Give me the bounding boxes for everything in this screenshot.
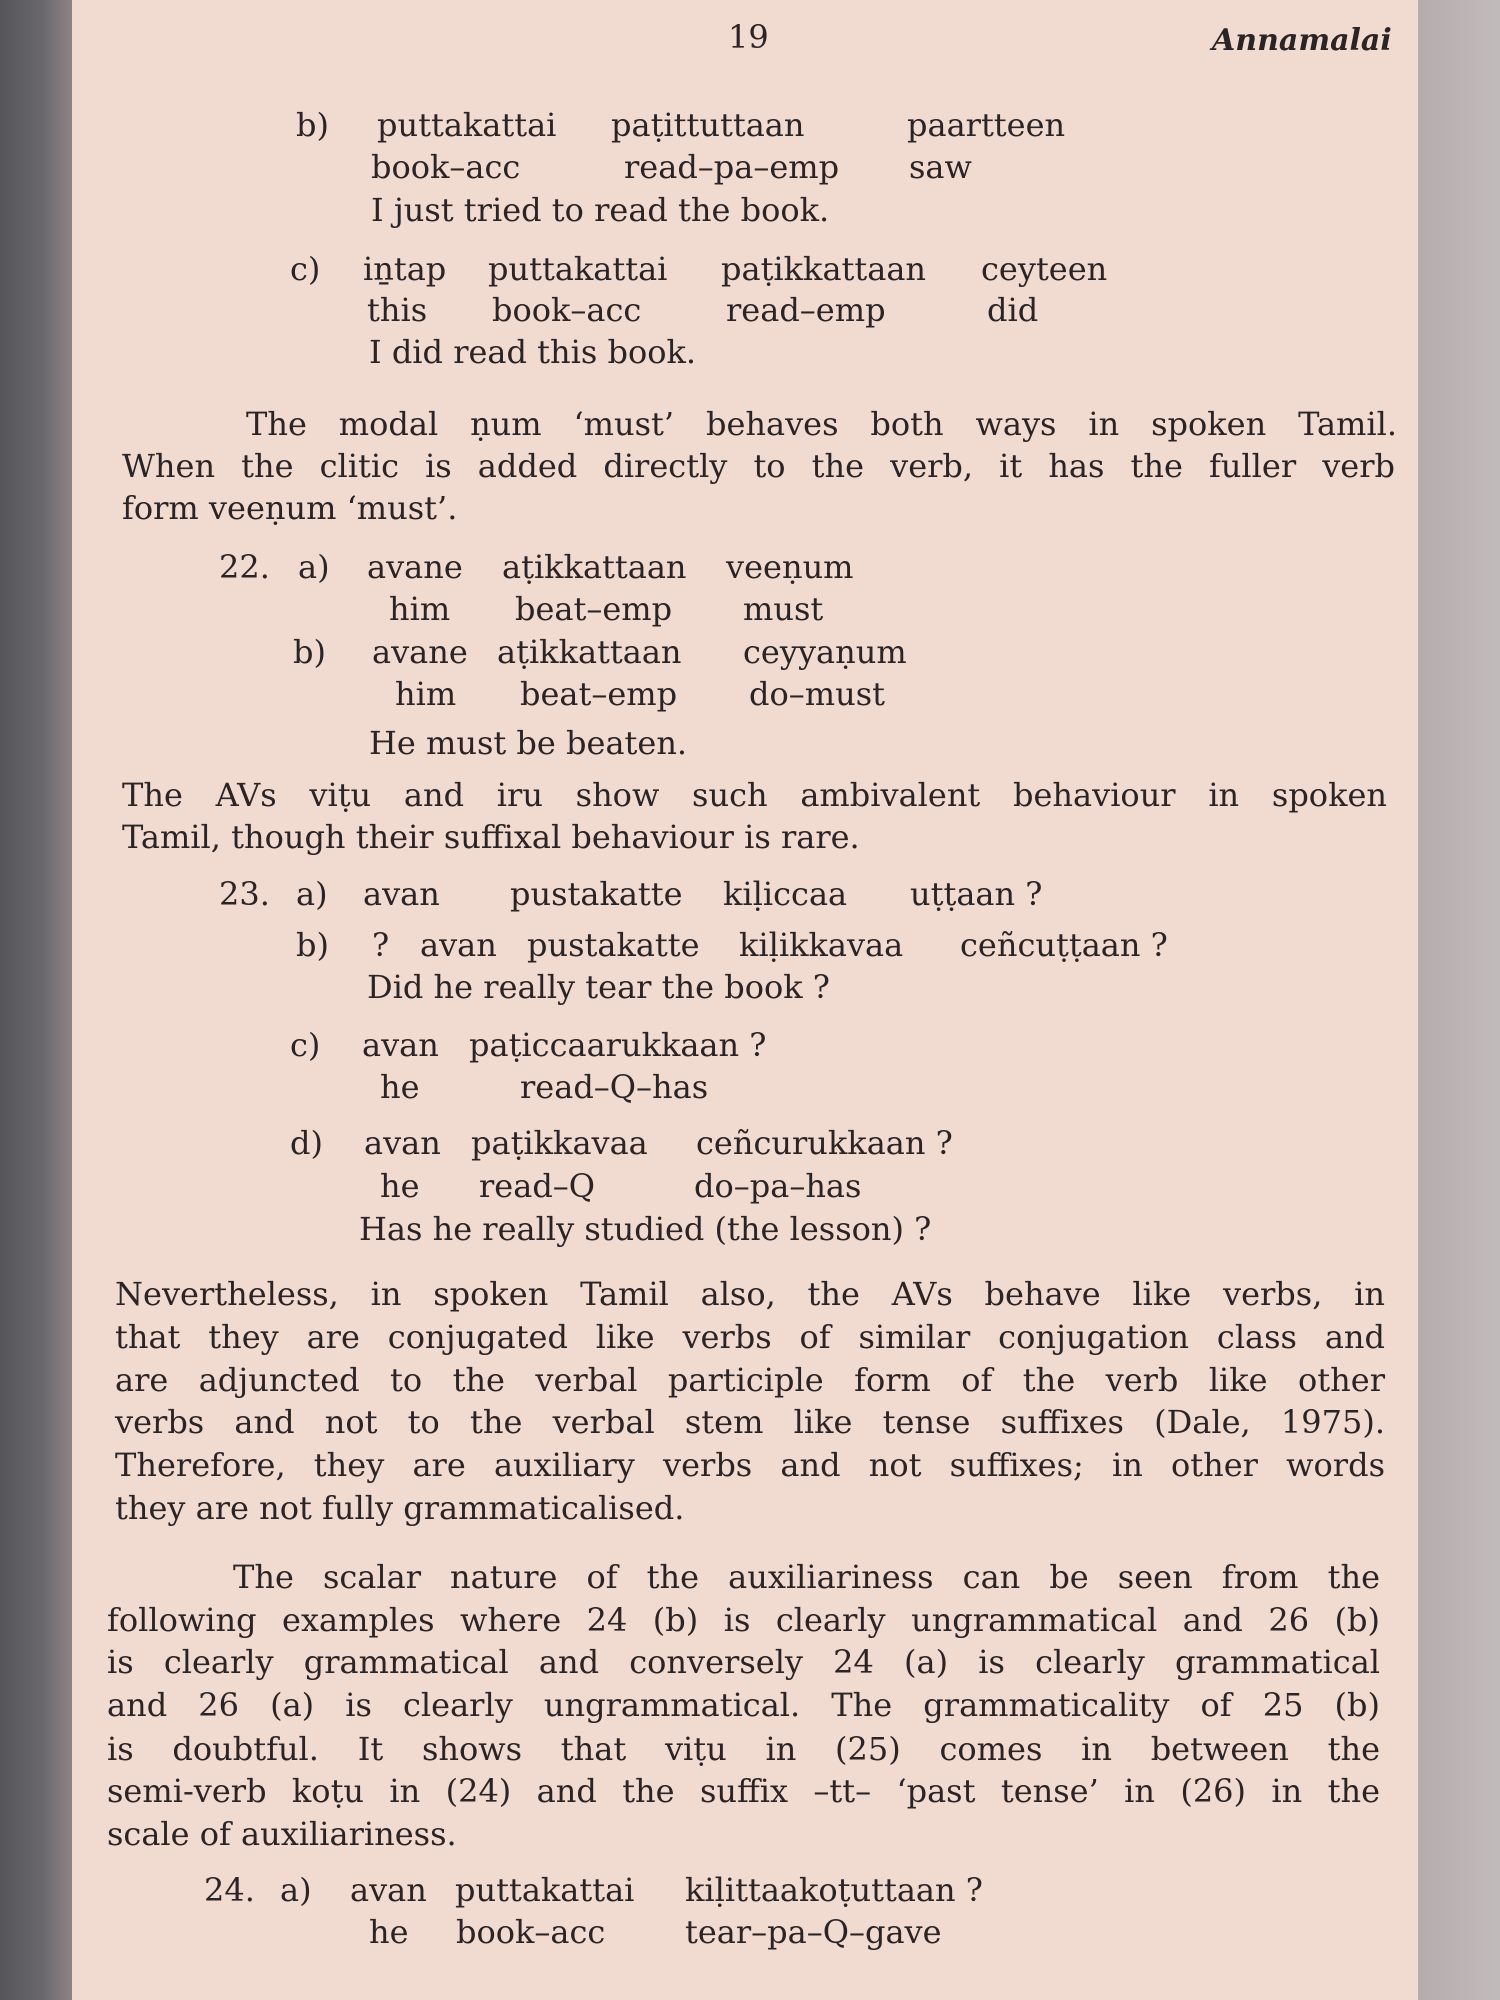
object-word: avan bbox=[363, 875, 440, 913]
gloss-word: he bbox=[380, 1068, 420, 1106]
paragraph-line: that they are conjugated like verbs of similar conjugation class and bbox=[115, 1318, 1385, 1356]
object-word: uṭṭaan ? bbox=[910, 875, 1043, 913]
gloss-word: read–emp bbox=[726, 291, 886, 329]
grammaticality-mark: ? bbox=[372, 926, 390, 964]
object-word: kiḷiccaa bbox=[723, 875, 848, 913]
gloss-word: read–pa–emp bbox=[624, 148, 840, 186]
gloss-word: must bbox=[743, 590, 824, 628]
paragraph-line: Tamil, though their suffixal behaviour is rare. bbox=[122, 818, 860, 856]
object-word: aṭikkattaan bbox=[497, 633, 682, 671]
paragraph-line: The modal ṇum ‘must’ behaves both ways in spoken Tamil. bbox=[246, 405, 1397, 443]
object-word: iṉtap bbox=[363, 250, 447, 288]
example-label: a) bbox=[296, 875, 328, 913]
scan-border-left bbox=[0, 0, 72, 2000]
paragraph-line: The AVs viṭu and iru show such ambivalent behaviour in spoken bbox=[122, 776, 1387, 814]
free-translation: I did read this book. bbox=[369, 333, 697, 371]
gloss-word: he bbox=[369, 1913, 409, 1951]
gloss-word: tear–pa–Q–gave bbox=[685, 1913, 942, 1951]
paragraph-line: When the clitic is added directly to the verb, it has the fuller verb bbox=[122, 447, 1395, 485]
gloss-word: he bbox=[380, 1167, 420, 1205]
example-number: 24. bbox=[204, 1871, 255, 1909]
running-head: Annamalai bbox=[1212, 23, 1392, 58]
paragraph-line: Therefore, they are auxiliary verbs and not suffixes; in other words bbox=[115, 1446, 1385, 1484]
example-number: 22. bbox=[219, 548, 270, 586]
object-word: paṭiccaarukkaan ? bbox=[469, 1026, 767, 1064]
free-translation: I just tried to read the book. bbox=[371, 191, 830, 229]
object-word: avan bbox=[350, 1871, 427, 1909]
paragraph-line: is doubtful. It shows that viṭu in (25) comes in between the bbox=[107, 1730, 1380, 1768]
gloss-word: him bbox=[395, 675, 457, 713]
gloss-word: book–acc bbox=[371, 148, 521, 186]
gloss-word: book–acc bbox=[492, 291, 642, 329]
gloss-word: do–must bbox=[749, 675, 885, 713]
paragraph-line: they are not fully grammaticalised. bbox=[115, 1489, 685, 1527]
object-word: avan bbox=[420, 926, 497, 964]
paragraph-line: The scalar nature of the auxiliariness can be seen from the bbox=[233, 1558, 1380, 1596]
object-word: puttakattai bbox=[455, 1871, 635, 1909]
gloss-word: this bbox=[367, 291, 428, 329]
scan-border-right bbox=[1418, 0, 1500, 2000]
object-word: kiḷittaakoṭuttaan ? bbox=[685, 1871, 983, 1909]
gloss-word: read–Q bbox=[479, 1167, 596, 1205]
gloss-word: him bbox=[389, 590, 451, 628]
gloss-word: do–pa–has bbox=[694, 1167, 862, 1205]
object-word: ceyteen bbox=[981, 250, 1108, 288]
object-word: kiḷikkavaa bbox=[739, 926, 904, 964]
paragraph-line: and 26 (a) is clearly ungrammatical. The grammaticality of 25 (b) bbox=[107, 1686, 1380, 1724]
object-word: avan bbox=[362, 1026, 439, 1064]
paragraph-line: semi-verb koṭu in (24) and the suffix –tt– ‘past tense’ in (26) in the bbox=[107, 1772, 1380, 1810]
free-translation: Has he really studied (the lesson) ? bbox=[359, 1210, 932, 1248]
gloss-word: beat–emp bbox=[515, 590, 673, 628]
object-word: ceñcurukkaan ? bbox=[696, 1124, 953, 1162]
free-translation: Did he really tear the book ? bbox=[367, 968, 830, 1006]
example-label: a) bbox=[280, 1871, 312, 1909]
paragraph-line: scale of auxiliariness. bbox=[107, 1815, 457, 1853]
object-word: ceñcuṭṭaan ? bbox=[960, 926, 1168, 964]
example-label: a) bbox=[298, 548, 330, 586]
object-word: aṭikkattaan bbox=[502, 548, 687, 586]
example-label: d) bbox=[290, 1124, 323, 1162]
example-label: b) bbox=[296, 926, 329, 964]
object-word: avane bbox=[367, 548, 463, 586]
example-label: c) bbox=[290, 1026, 321, 1064]
paragraph-line: Nevertheless, in spoken Tamil also, the AVs behave like verbs, in bbox=[115, 1275, 1385, 1313]
paragraph-line: are adjuncted to the verbal participle form of the verb like other bbox=[115, 1361, 1385, 1399]
example-label: b) bbox=[296, 106, 329, 144]
object-word: veeṇum bbox=[726, 548, 854, 586]
object-word: paṭittuttaan bbox=[611, 106, 805, 144]
page-number: 19 bbox=[728, 18, 769, 56]
object-word: paartteen bbox=[907, 106, 1066, 144]
paragraph-line: form veeṇum ‘must’. bbox=[122, 489, 458, 527]
object-word: paṭikkavaa bbox=[471, 1124, 648, 1162]
paragraph-line: verbs and not to the verbal stem like tense suffixes (Dale, 1975). bbox=[115, 1403, 1385, 1441]
gloss-word: read–Q–has bbox=[520, 1068, 709, 1106]
gloss-word: beat–emp bbox=[520, 675, 678, 713]
gloss-word: book–acc bbox=[456, 1913, 606, 1951]
object-word: pustakatte bbox=[510, 875, 683, 913]
object-word: avan bbox=[364, 1124, 441, 1162]
object-word: pustakatte bbox=[527, 926, 700, 964]
example-label: b) bbox=[293, 633, 326, 671]
example-number: 23. bbox=[219, 875, 270, 913]
object-word: puttakattai bbox=[488, 250, 668, 288]
gloss-word: saw bbox=[909, 148, 972, 186]
free-translation: He must be beaten. bbox=[369, 724, 688, 762]
gloss-word: did bbox=[987, 291, 1039, 329]
object-word: ceyyaṇum bbox=[743, 633, 907, 671]
paragraph-line: is clearly grammatical and conversely 24 (a) is clearly grammatical bbox=[107, 1643, 1380, 1681]
object-word: paṭikkattaan bbox=[721, 250, 926, 288]
object-word: avane bbox=[372, 633, 468, 671]
object-word: puttakattai bbox=[377, 106, 557, 144]
paragraph-line: following examples where 24 (b) is clearly ungrammatical and 26 (b) bbox=[107, 1601, 1380, 1639]
example-label: c) bbox=[290, 250, 321, 288]
